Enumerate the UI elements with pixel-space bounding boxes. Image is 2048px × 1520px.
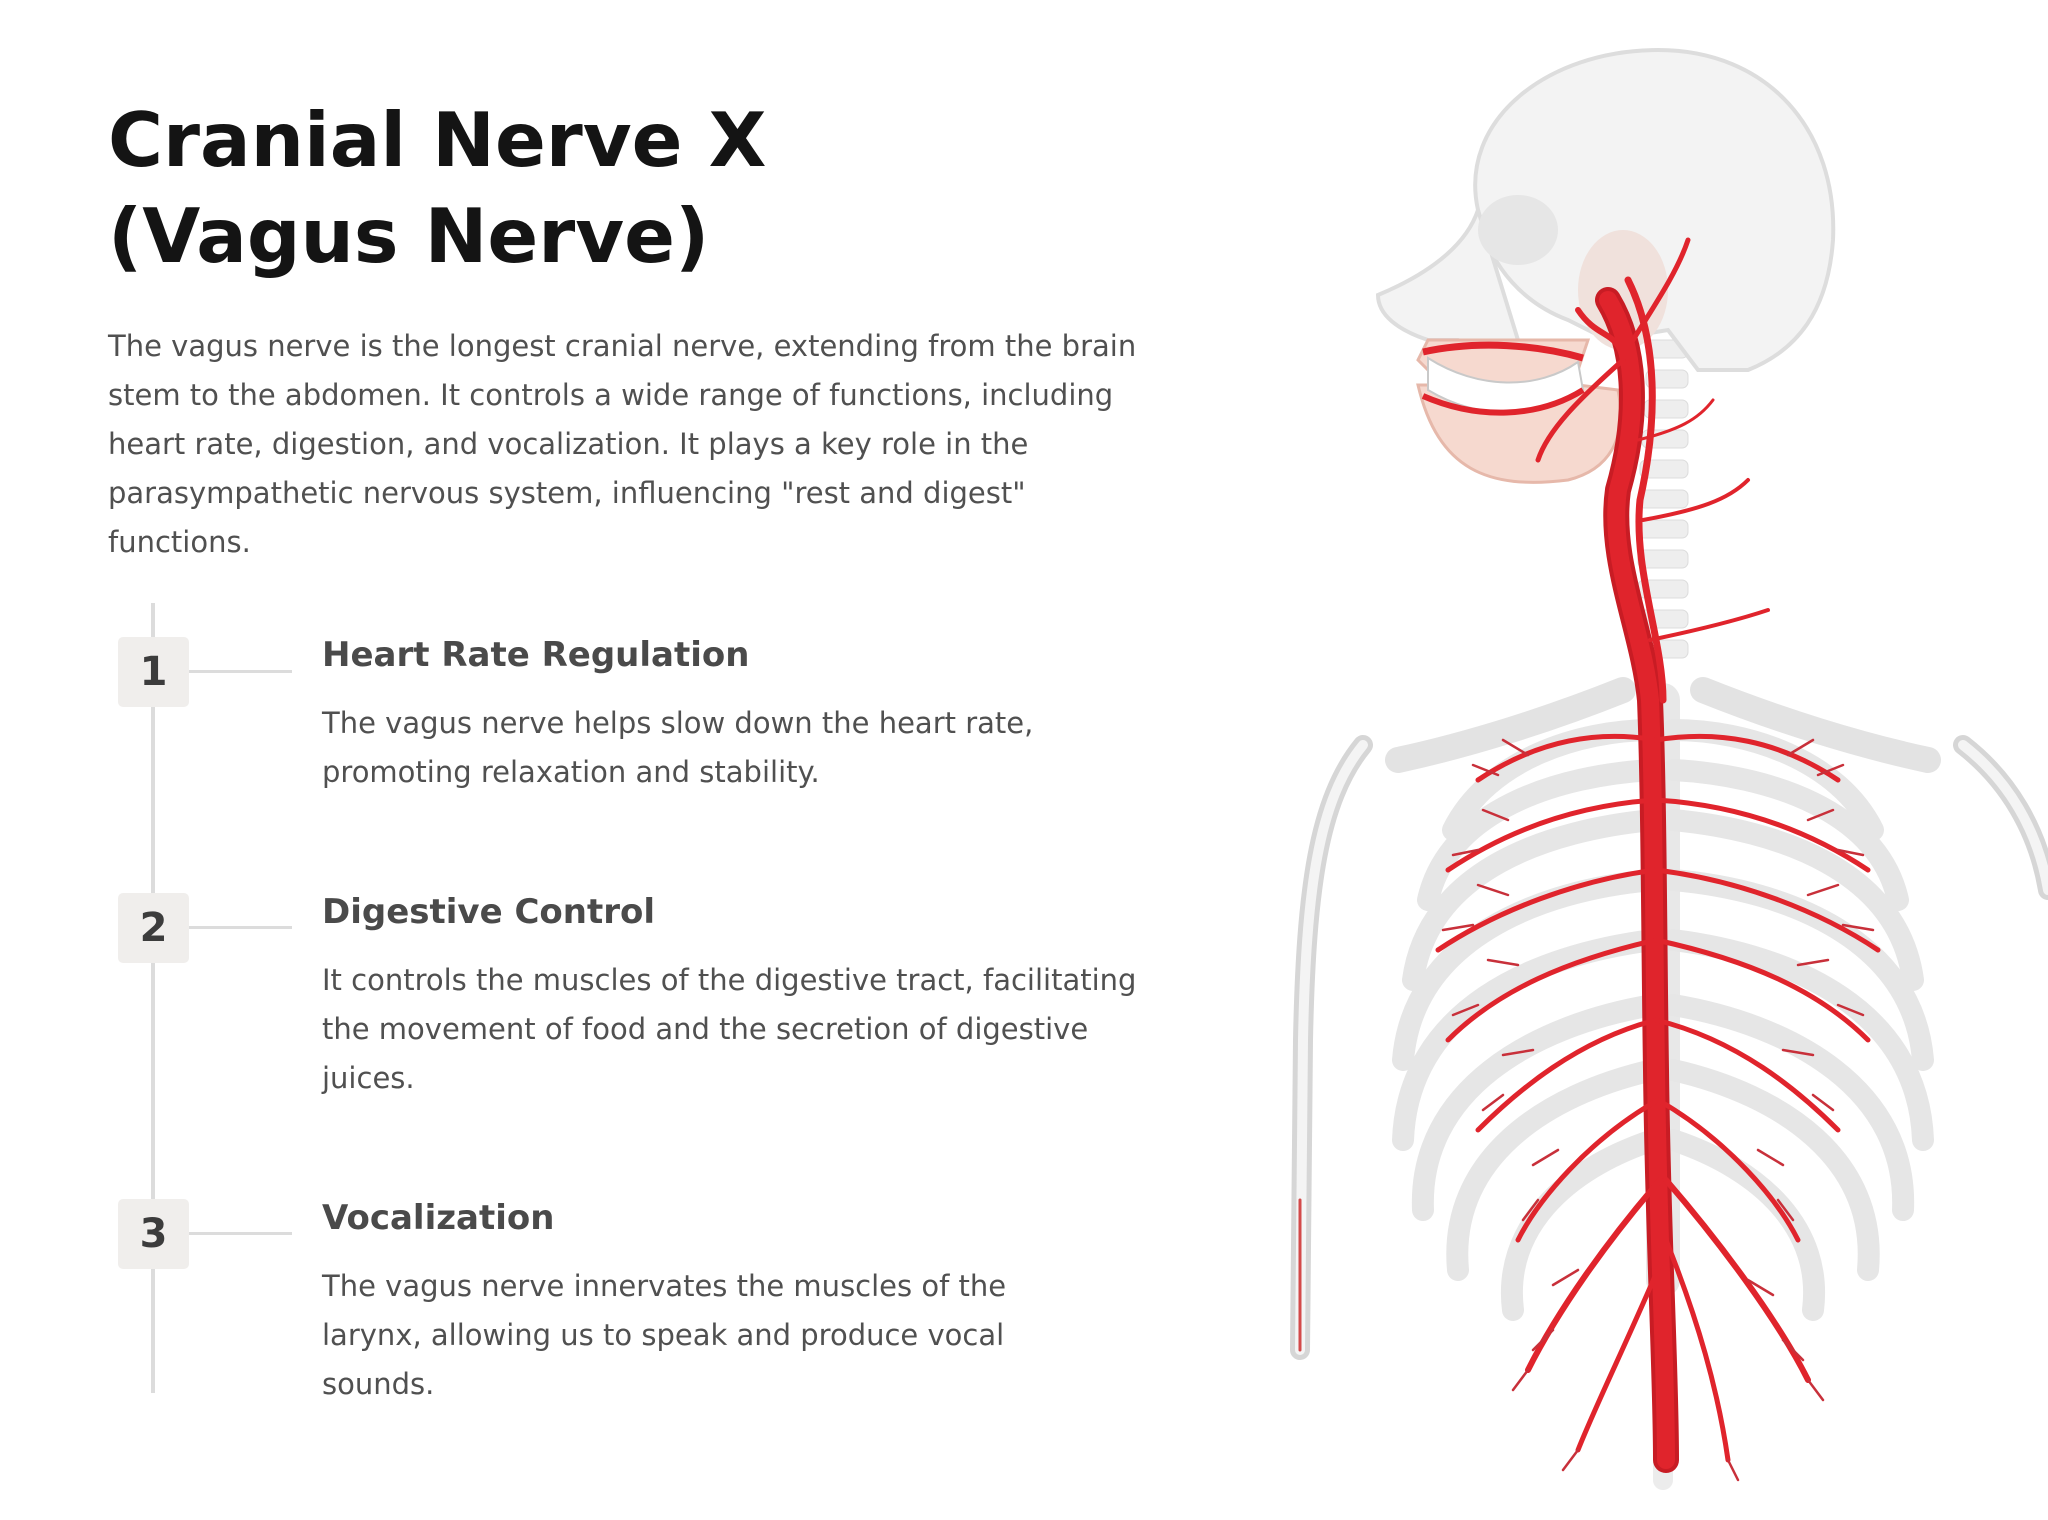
right-clavicle — [1398, 690, 1623, 760]
step-2-description: It controls the muscles of the digestive tract, facilitating the movement of food and the secretion of digestive juices. — [322, 963, 1137, 1095]
timeline-line — [151, 603, 155, 1393]
left-arm-bone — [1963, 745, 2048, 890]
step-2-title: Digestive Control — [322, 892, 656, 932]
step-1-title: Heart Rate Regulation — [322, 635, 750, 675]
eye-socket — [1478, 195, 1558, 265]
vagus-nerve-anatomy-illustration — [1278, 40, 2048, 1490]
right-arm-bone — [1300, 745, 1363, 1350]
step-3-description: The vagus nerve innervates the muscles of the larynx, allowing us to speak and produce vocal sounds. — [322, 1269, 1007, 1401]
step-2-number-badge: 2 — [118, 893, 189, 963]
step-3-number-badge: 3 — [118, 1199, 189, 1269]
step-1-number-badge: 1 — [118, 637, 189, 707]
step-1-description: The vagus nerve helps slow down the heart rate, promoting relaxation and stability. — [322, 706, 1034, 789]
step-3-title: Vocalization — [322, 1198, 555, 1238]
skull — [1378, 50, 1833, 482]
nerve-branch — [1578, 1260, 1662, 1450]
left-clavicle — [1703, 690, 1928, 760]
cervical-vertebrae — [1638, 340, 1688, 658]
rib — [1673, 1070, 1869, 1270]
step-2-connector — [189, 926, 292, 929]
intro-paragraph: The vagus nerve is the longest cranial nerve, extending from the brain stem to the abdomen. It controls a wide range of functions, including heart rate, digestion, and vocalization. It plays a key role in the parasympathetic nervous system, influencing "rest and digest" functions. — [108, 329, 1137, 559]
page-title: Cranial Nerve X (Vagus Nerve) — [108, 96, 767, 280]
step-3-connector — [189, 1232, 292, 1235]
step-1-connector — [189, 670, 292, 673]
rib — [1457, 1070, 1653, 1270]
